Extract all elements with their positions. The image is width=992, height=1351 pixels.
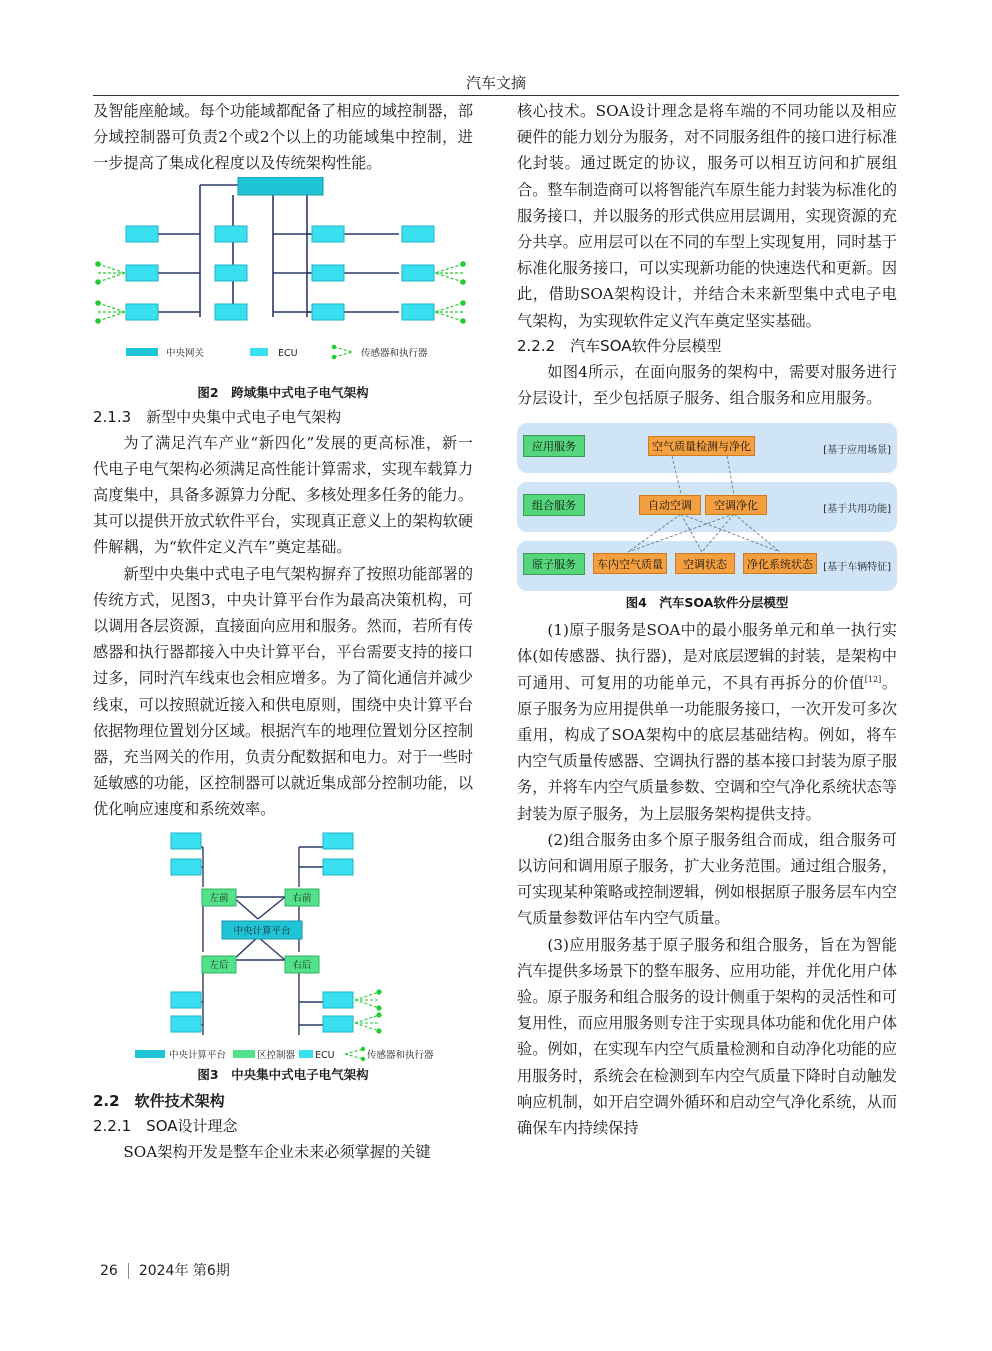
fig4-box-air-quality: 空气质量检测与净化	[648, 436, 755, 456]
heading-2-2-1: 2.2.1 SOA设计理念	[93, 1116, 238, 1135]
left-paragraph-4: SOA架构开发是整车企业未来必须掌握的关键	[123, 1142, 431, 1161]
fig2-legend-gateway: 中央网关	[166, 347, 205, 359]
figure-3	[93, 827, 473, 1063]
heading-2-2-2: 2.2.2 汽车SOA软件分层模型	[517, 336, 722, 355]
right-paragraph-2: 如图4所示，在面向服务的架构中，需要对服务进行分层设计，至少包括原子服务、组合服务和应用服务。	[517, 362, 897, 408]
fig3-legend-ecu: ECU	[315, 1049, 335, 1061]
figure-4-caption: 图4 汽车SOA软件分层模型	[625, 595, 789, 611]
fig3-legend-zone: 区控制器	[257, 1049, 296, 1061]
heading-2-2: 2.2 软件技术架构	[93, 1091, 225, 1110]
fig4-box-ac-purify: 空调净化	[705, 495, 767, 515]
left-paragraph-1: 及智能座舱域。每个功能域都配备了相应的域控制器，部分域控制器可负责2个或2个以上的功能域集中控制，进一步提高了集成化程度以及传统架构性能。	[93, 102, 473, 173]
fig4-box-ac-state: 空调状态	[675, 553, 735, 574]
right-paragraph-3	[517, 617, 897, 827]
left-paragraph-2: 为了满足汽车产业“新四化”发展的更高标准，新一代电子电气架构必须满足高性能计算需求，实现车载算力高度集中，具备多源算力分配、多核处理多任务的能力。其可以提供开放式软件平台，实现真正意义上的架构软硬件解耦，为“软件定义汽车”奠定基础。	[93, 433, 473, 557]
fig4-note-atomic: [基于车辆特征]	[823, 562, 891, 574]
left-paragraph-3: 新型中央集中式电子电气架构摒弃了按照功能部署的传统方式，见图3，中央计算平台作为最高决策机构，可以调用各层资源，直接面向应用和服务。然而，若所有传感器和执行器都接入中央计算平台，平台需要支持的接口过多，同时汽车线束也会相应增多。为了简化通信并减少线束，可以按照就近接入和供电原则，围绕中央计算平台依据物理位置划分区域。根据汽车的地理位置划分区控制器，充当网关的作用，负责分配数据和电力。对于一些时延敏感的功能，区控制器可以就近集成部分控制功能，以优化响应速度和系统效率。	[93, 564, 473, 819]
fig4-layer-composite: 组合服务	[523, 494, 585, 516]
right-paragraph-5: (3)应用服务基于原子服务和组合服务，旨在为智能汽车提供多场景下的整车服务、应用功能，并优化用户体验。原子服务和组合服务的设计侧重于架构的灵活性和可复用性，而应用服务则专注于实现具体功能和优化用户体验。例如，在实现车内空气质量检测和自动净化功能的应用服务时，系统会在检测到车内空气质量下降时自动触发响应机制，如开启空调外循环和启动空气净化系统，从而确保车内持续保持	[517, 935, 897, 1138]
fig3-legend-ccp: 中央计算平台	[169, 1049, 227, 1061]
fig4-box-auto-ac: 自动空调	[639, 495, 701, 515]
right-paragraph-1: 核心技术。SOA设计理念是将车端的不同功能以及相应硬件的能力划分为服务，对不同服务组件的接口进行标准化封装。通过既定的协议，服务可以相互访问和扩展组合。整车制造商可以将智能汽车原生能力封装为标准化的服务接口，并以服务的形式供应用层调用，实现资源的充分共享。应用层可以在不同的车型上实现复用，同时基于标准化服务接口，可以实现新功能的快速迭代和更新。因此，借助SOA架构设计，并结合未来新型集中式电子电气架构，为实现软件定义汽车奠定坚实基础。	[517, 102, 897, 330]
page-number: 26	[100, 1263, 118, 1279]
fig3-node-rear-left: 左后	[209, 959, 229, 971]
fig2-legend-sensor: 传感器和执行器	[361, 347, 428, 359]
issue-label: 2024年 第6期	[138, 1263, 230, 1279]
fig3-node-front-right: 右前	[292, 892, 312, 904]
fig4-layer-application: 应用服务	[523, 435, 585, 457]
fig4-box-cabin-air: 车内空气质量	[593, 553, 667, 574]
fig2-legend-ecu: ECU	[278, 347, 298, 359]
fig3-node-rear-right: 右后	[292, 959, 312, 971]
fig4-layer-atomic: 原子服务	[523, 553, 585, 575]
citation-12[interactable]: [12]	[864, 674, 882, 684]
figure-2-diagram	[93, 177, 473, 393]
right-paragraph-3-b: 。原子服务为应用提供单一功能服务接口，一次开发可多次重用，构成了SOA架构中的底层基础结构。例如，将车内空气质量传感器、空调执行器的基本接口封装为原子服务，并将车内空气质量参数、空调和空气净化系统状态等封装为原子服务，为上层服务架构提供支持。	[517, 673, 898, 823]
fig3-node-front-left: 左前	[209, 892, 229, 904]
fig3-legend-sensor: 传感器和执行器	[367, 1049, 434, 1061]
footer-separator	[128, 1263, 129, 1279]
figure-2-caption: 图2 跨域集中式电子电气架构	[197, 384, 369, 400]
left-column	[93, 98, 473, 1165]
figure-3-caption: 图3 中央集中式电子电气架构	[197, 1066, 369, 1082]
fig4-box-purifier-state: 净化系统状态	[743, 553, 817, 574]
fig4-note-composite: [基于共用功能]	[823, 504, 891, 516]
figure-4	[517, 423, 897, 593]
right-column	[517, 98, 897, 1141]
fig4-note-application: [基于应用场景]	[823, 445, 891, 457]
right-paragraph-4: (2)组合服务由多个原子服务组合而成，组合服务可以访问和调用原子服务，扩大业务范围。通过组合服务，可实现某种策略或控制逻辑，例如根据原子服务层车内空气质量参数评估车内空气质量。	[517, 830, 897, 928]
figure-3-diagram	[93, 827, 473, 1063]
right-paragraph-3-a: (1)原子服务是SOA中的最小服务单元和单一执行实体(如传感器、执行器)，是对底层逻辑的封装，是架构中可通用、可复用的功能单元，不具有再拆分的价值	[517, 621, 897, 692]
fig3-node-central: 中央计算平台	[233, 925, 291, 937]
figure-2	[93, 177, 473, 393]
header-rule	[93, 95, 899, 96]
journal-header: 汽车文摘	[465, 74, 526, 92]
heading-2-1-3: 2.1.3 新型中央集中式电子电气架构	[93, 407, 342, 426]
page-footer	[100, 1260, 230, 1280]
